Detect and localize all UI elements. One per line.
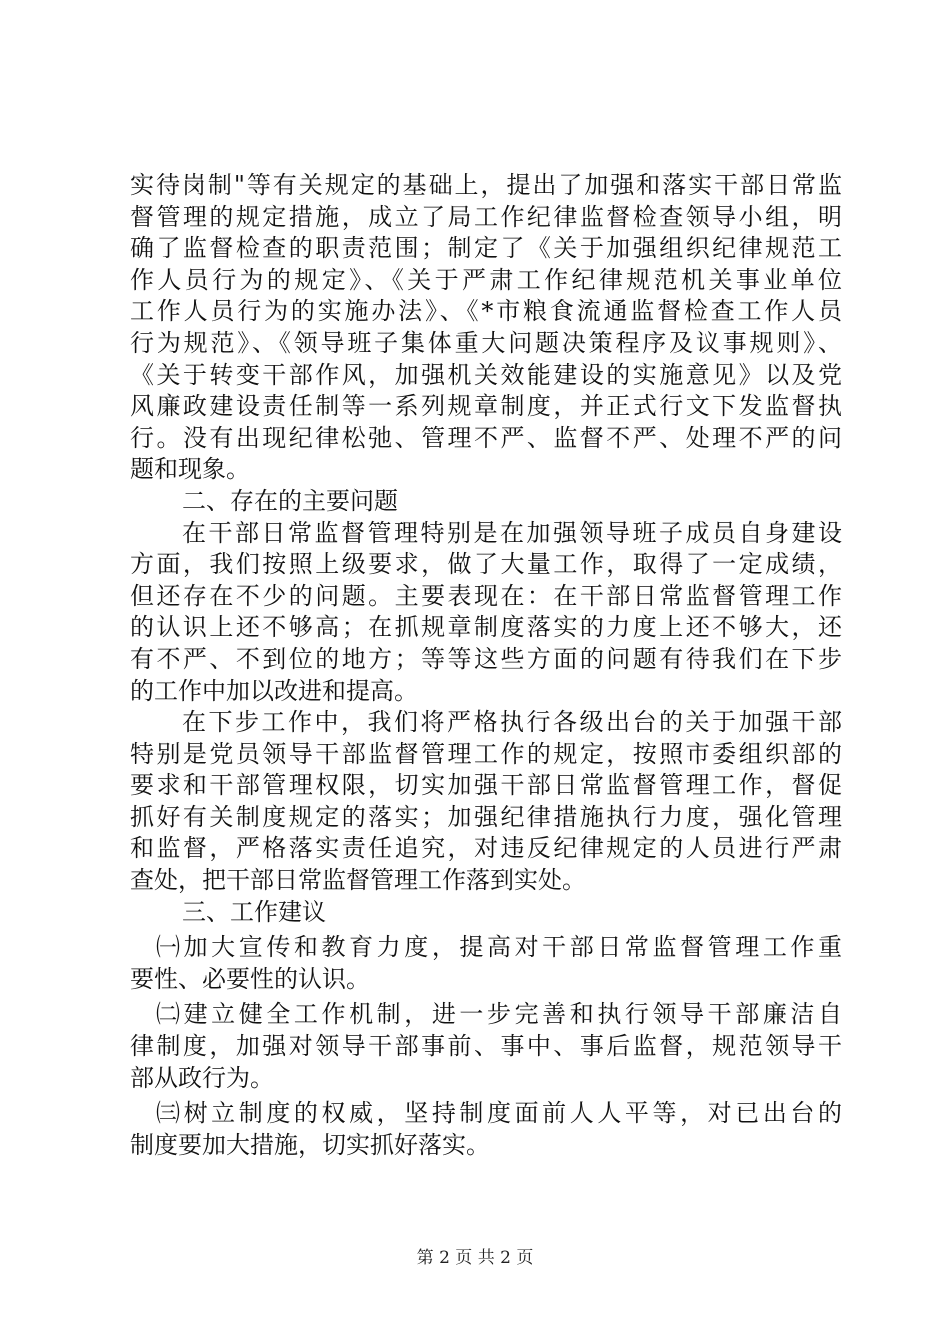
text-line: 行。没有出现纪律松弛、管理不严、监督不严、处理不严的问 bbox=[130, 423, 842, 452]
text-line: 的工作中加以改进和提高。 bbox=[130, 676, 418, 705]
text-line: 在干部日常监督管理特别是在加强领导班子成员自身建设 bbox=[182, 518, 842, 547]
text-line: 有不严、不到位的地方；等等这些方面的问题有待我们在下步 bbox=[130, 644, 842, 673]
text-line: 方面，我们按照上级要求，做了大量工作，取得了一定成绩， bbox=[130, 550, 842, 579]
text-line: 和监督，严格落实责任追究，对违反纪律规定的人员进行严肃 bbox=[130, 834, 842, 863]
text-line: 要性、必要性的认识。 bbox=[130, 964, 370, 993]
text-line: 确了监督检查的职责范围；制定了《关于加强组织纪律规范工 bbox=[130, 234, 842, 263]
text-line: 风廉政建设责任制等一系列规章制度，并正式行文下发监督执 bbox=[130, 392, 842, 421]
document-body bbox=[130, 170, 842, 1161]
text-line: 实待岗制"等有关规定的基础上，提出了加强和落实干部日常监 bbox=[130, 171, 842, 199]
text-line: 二、存在的主要问题 bbox=[182, 486, 398, 515]
text-line: ㈡建立健全工作机制，进一步完善和执行领导干部廉洁自 bbox=[156, 1000, 842, 1029]
text-line: 但还存在不少的问题。主要表现在：在干部日常监督管理工作 bbox=[130, 581, 842, 610]
text-line: 作人员行为的规定》、《关于严肃工作纪律规范机关事业单位 bbox=[130, 265, 842, 294]
text-line: 抓好有关制度规定的落实；加强纪律措施执行力度，强化管理 bbox=[130, 802, 842, 831]
text-line: ㈠加大宣传和教育力度，提高对干部日常监督管理工作重 bbox=[156, 933, 842, 962]
text-line: 的认识上还不够高；在抓规章制度落实的力度上还不够大，还 bbox=[130, 613, 842, 642]
page-footer: 第 2 页 共 2 页 bbox=[416, 1248, 534, 1268]
text-line: 特别是党员领导干部监督管理工作的规定，按照市委组织部的 bbox=[130, 739, 842, 768]
text-line: 题和现象。 bbox=[130, 455, 250, 484]
text-line: 督管理的规定措施，成立了局工作纪律监督检查领导小组，明 bbox=[130, 202, 842, 231]
text-line: 部从政行为。 bbox=[130, 1063, 274, 1092]
text-line: 三、工作建议 bbox=[182, 897, 326, 926]
text-line: 《关于转变干部作风，加强机关效能建设的实施意见》以及党 bbox=[130, 360, 842, 389]
text-line: 查处，把干部日常监督管理工作落到实处。 bbox=[130, 866, 586, 895]
text-line: 要求和干部管理权限，切实加强干部日常监督管理工作，督促 bbox=[130, 771, 842, 800]
text-line: 工作人员行为的实施办法》、《*市粮食流通监督检查工作人员 bbox=[130, 297, 842, 326]
text-line: 在下步工作中，我们将严格执行各级出台的关于加强干部 bbox=[182, 708, 842, 737]
text-line: 制度要加大措施，切实抓好落实。 bbox=[130, 1130, 490, 1159]
text-line: 行为规范》、《领导班子集体重大问题决策程序及议事规则》、 bbox=[130, 328, 842, 357]
text-line: 律制度，加强对领导干部事前、事中、事后监督，规范领导干 bbox=[130, 1032, 842, 1061]
text-line: ㈢树立制度的权威，坚持制度面前人人平等，对已出台的 bbox=[156, 1099, 842, 1128]
